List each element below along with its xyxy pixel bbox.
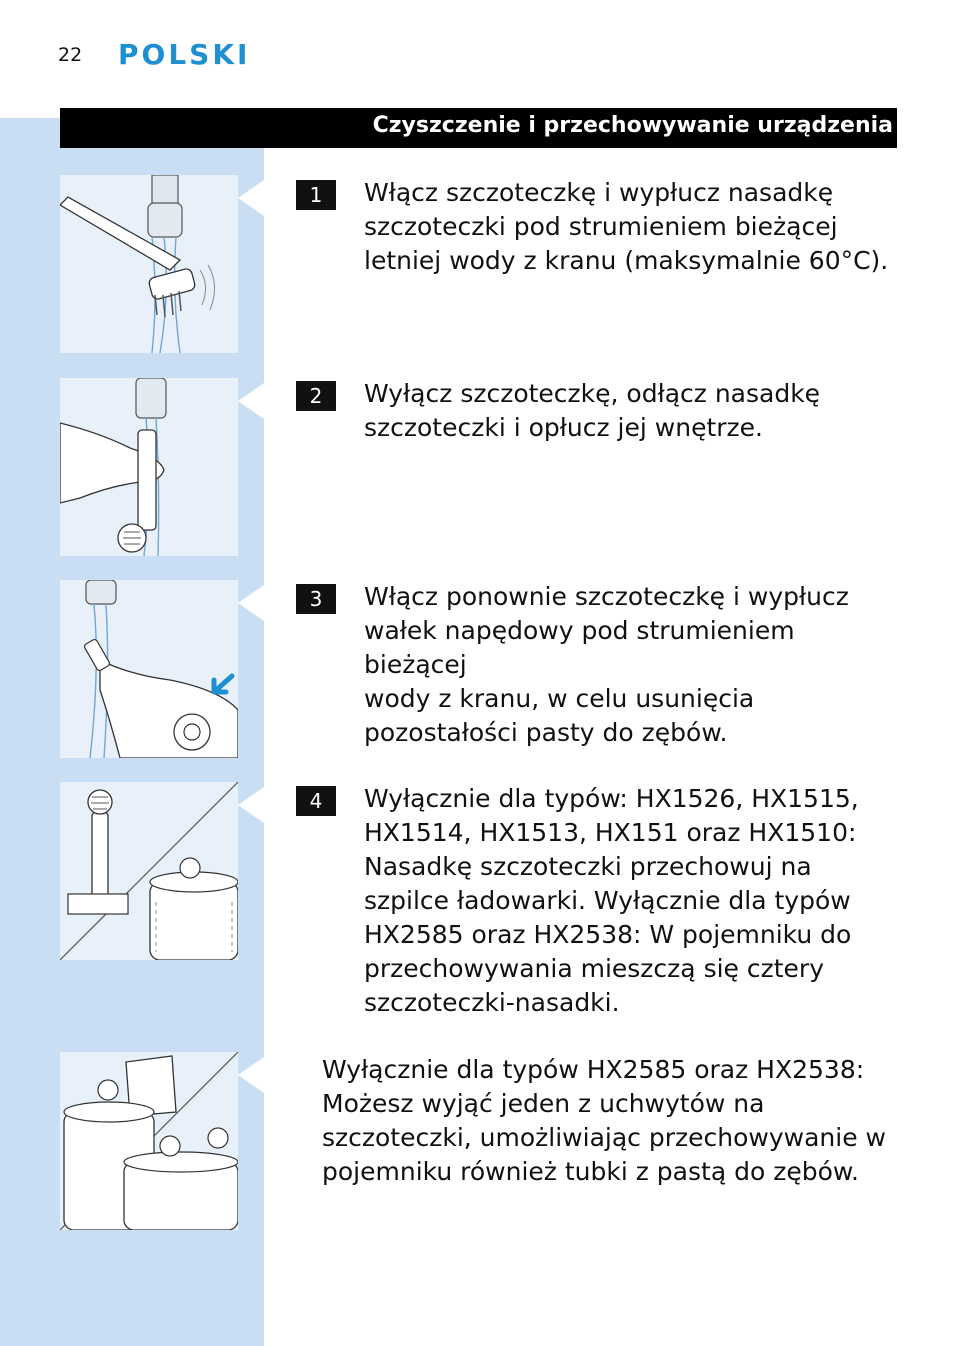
note-line: pojemniku również tubki z pastą do zębów. — [322, 1157, 859, 1186]
step-line: HX2585 oraz HX2538: W pojemniku do — [364, 920, 852, 949]
step-line: Włącz ponownie szczoteczkę i wypłucz — [364, 582, 849, 611]
step-line: HX1514, HX1513, HX151 oraz HX1510: — [364, 818, 857, 847]
illustration-pointer — [238, 1057, 264, 1093]
step-line: pozostałości pasty do zębów. — [364, 718, 728, 747]
step-line: Wyłącznie dla typów: HX1526, HX1515, — [364, 784, 859, 813]
step-text — [364, 782, 904, 1020]
page-number: 22 — [58, 44, 83, 66]
step-line: letniej wody z kranu (maksymalnie 60°C). — [364, 246, 889, 275]
section-header-bar — [60, 108, 897, 148]
step-text — [364, 580, 904, 750]
step-number: 2 — [296, 381, 336, 411]
note-line: szczoteczki, umożliwiając przechowywanie w — [322, 1123, 886, 1152]
step-number: 1 — [296, 180, 336, 210]
step-text — [364, 176, 904, 278]
brush-head-on-charger-pin-icon — [60, 782, 238, 960]
step-line: Nasadkę szczoteczki przechowuj na — [364, 852, 812, 881]
note-line: Wyłącznie dla typów HX2585 oraz HX2538: — [322, 1055, 865, 1084]
illustration-3 — [60, 580, 238, 758]
illustration-5 — [60, 1052, 238, 1230]
illustration-pointer — [238, 180, 264, 216]
illustration-1 — [60, 175, 238, 353]
illustration-pointer — [238, 383, 264, 419]
rinse-brush-head-under-tap-icon — [60, 175, 238, 353]
step-line: szpilce ładowarki. Wyłącznie dla typów — [364, 886, 851, 915]
detach-brush-head-rinse-icon — [60, 378, 238, 556]
illustration-pointer — [238, 787, 264, 823]
step-line: szczoteczki-nasadki. — [364, 988, 620, 1017]
illustration-pointer — [238, 585, 264, 621]
step-line: Wyłącz szczoteczkę, odłącz nasadkę — [364, 379, 821, 408]
note-line: Możesz wyjąć jeden z uchwytów na — [322, 1089, 765, 1118]
rinse-drive-shaft-icon — [60, 580, 238, 758]
step-line: wody z kranu, w celu usunięcia — [364, 684, 755, 713]
step-text — [364, 377, 904, 445]
note-text — [322, 1053, 902, 1189]
section-title: Czyszczenie i przechowywanie urządzenia — [372, 113, 893, 138]
storage-container-with-toothpaste-icon — [60, 1052, 238, 1230]
language-heading: POLSKI — [118, 38, 251, 71]
step-line: Włącz szczoteczkę i wypłucz nasadkę — [364, 178, 834, 207]
step-line: szczoteczki i opłucz jej wnętrze. — [364, 413, 763, 442]
step-line: wałek napędowy pod strumieniem bieżącej — [364, 616, 795, 679]
step-line: przechowywania mieszczą się cztery — [364, 954, 824, 983]
step-line: szczoteczki pod strumieniem bieżącej — [364, 212, 838, 241]
step-number: 3 — [296, 584, 336, 614]
illustration-2 — [60, 378, 238, 556]
illustration-4 — [60, 782, 238, 960]
step-number: 4 — [296, 786, 336, 816]
